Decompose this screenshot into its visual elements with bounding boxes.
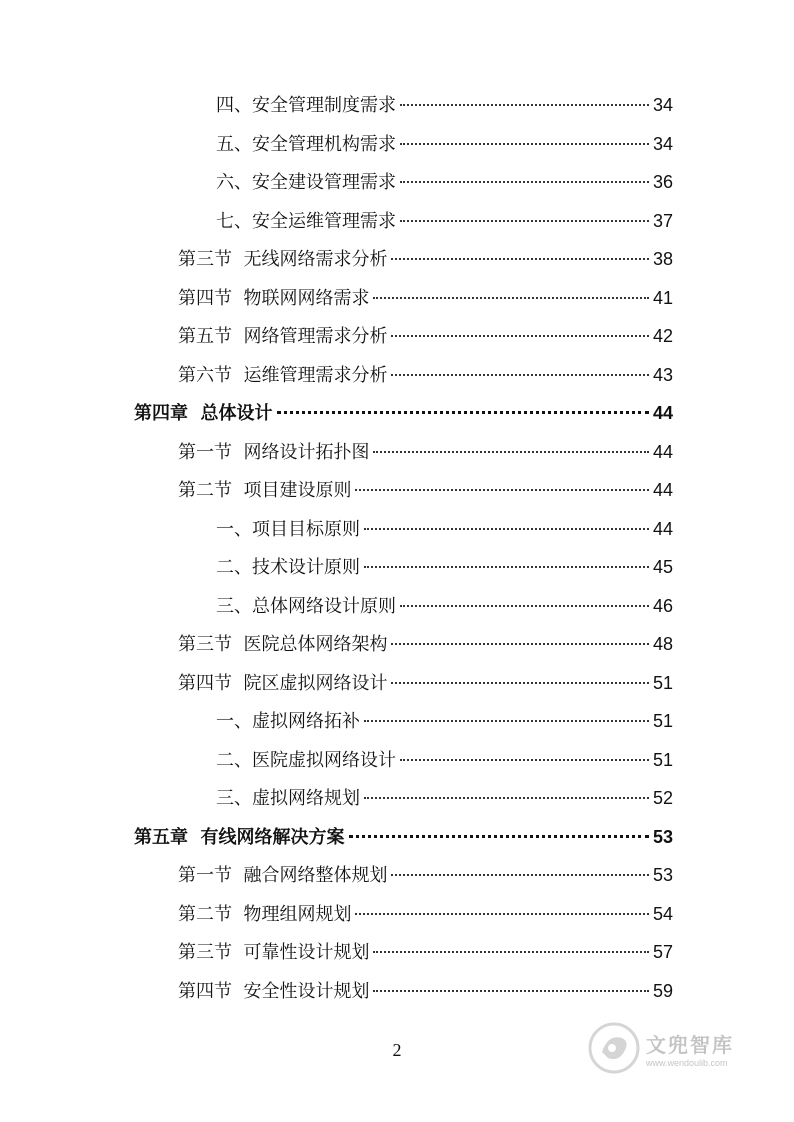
toc-subsection-entry[interactable]: [216, 90, 673, 120]
toc-section-entry[interactable]: [178, 860, 673, 890]
toc-entry-label: 一、项目目标原则: [216, 518, 360, 540]
watermark: [588, 1022, 734, 1074]
toc-entry-page: 37: [652, 210, 673, 231]
toc-entry-label: 第四节 安全性设计规划: [178, 980, 370, 1002]
toc-entry-page: 48: [652, 634, 673, 654]
toc-leader-dots: [373, 990, 649, 992]
toc-entry-label: 五、安全管理机构需求: [216, 133, 396, 155]
toc-entry-label: 第四章 总体设计: [134, 403, 273, 424]
watermark-logo-icon: [588, 1022, 640, 1074]
toc-section-entry[interactable]: [178, 899, 673, 929]
toc-entry-page: 42: [652, 326, 673, 346]
toc-leader-dots: [364, 797, 649, 799]
toc-leader-dots: [364, 566, 649, 568]
toc-entry-label: 第五节 网络管理需求分析: [178, 326, 388, 347]
toc-entry-label: 第四节 物联网网络需求: [178, 287, 370, 309]
toc-leader-dots: [391, 258, 649, 260]
toc-leader-dots: [373, 951, 649, 953]
toc-entry-page: 38: [652, 249, 673, 269]
toc-leader-dots: [373, 451, 649, 453]
toc-leader-dots: [391, 335, 649, 337]
toc-entry-label: 二、技术设计原则: [216, 557, 360, 578]
toc-entry-page: 51: [652, 672, 673, 693]
toc-entry-label: 二、医院虚拟网络设计: [216, 749, 396, 771]
toc-leader-dots: [391, 643, 649, 645]
toc-leader-dots: [373, 297, 649, 299]
toc-section-entry[interactable]: [178, 937, 673, 967]
toc-entry-page: 54: [652, 903, 673, 924]
toc-leader-dots: [364, 720, 649, 722]
toc-entry-page: 57: [652, 942, 673, 962]
toc-leader-dots: [400, 181, 649, 183]
toc-entry-label: 一、虚拟网络拓补: [216, 711, 360, 732]
toc-entry-label: 七、安全运维管理需求: [216, 210, 396, 232]
toc-leader-dots: [391, 874, 649, 876]
toc-leader-dots: [364, 528, 649, 530]
toc-entry-label: 第三节 可靠性设计规划: [178, 942, 370, 963]
toc-chapter-entry[interactable]: [134, 822, 673, 852]
toc-entry-page: 41: [652, 287, 673, 308]
toc-entry-label: 第六节 运维管理需求分析: [178, 364, 388, 386]
toc-entry-label: 第二节 项目建设原则: [178, 480, 352, 501]
toc-leader-dots: [400, 220, 649, 222]
toc-leader-dots: [400, 759, 649, 761]
toc-entry-label: 第一节 融合网络整体规划: [178, 865, 388, 886]
toc-section-entry[interactable]: [178, 244, 673, 274]
watermark-title: 文兜智库: [646, 1032, 734, 1057]
toc-subsection-entry[interactable]: [216, 206, 673, 236]
toc-entry-page: 59: [652, 980, 673, 1001]
toc-entry-label: 第四节 院区虚拟网络设计: [178, 672, 388, 694]
toc-entry-page: 43: [652, 364, 673, 385]
toc-subsection-entry[interactable]: [216, 706, 673, 736]
toc-entry-page: 36: [652, 172, 673, 192]
toc-entry-page: 45: [652, 557, 673, 577]
toc-section-entry[interactable]: [178, 668, 673, 698]
toc-entry-page: 46: [652, 595, 673, 616]
toc-leader-dots: [349, 835, 649, 838]
toc-leader-dots: [277, 411, 649, 414]
watermark-url: www.wendoulib.com: [646, 1057, 728, 1068]
toc-section-entry[interactable]: [178, 976, 673, 1006]
toc-leader-dots: [400, 605, 649, 607]
toc-entry-page: 34: [652, 133, 673, 154]
toc-leader-dots: [391, 374, 649, 376]
toc-section-entry[interactable]: [178, 629, 673, 659]
toc-entry-page: 51: [652, 749, 673, 770]
toc-subsection-entry[interactable]: [216, 129, 673, 159]
toc-entry-page: 44: [652, 403, 673, 423]
toc-subsection-entry[interactable]: [216, 514, 673, 544]
toc-subsection-entry[interactable]: [216, 783, 673, 813]
toc-subsection-entry[interactable]: [216, 745, 673, 775]
toc-entry-page: 34: [652, 95, 673, 115]
toc-entry-page: 53: [652, 826, 673, 847]
toc-leader-dots: [391, 682, 649, 684]
toc-entry-label: 三、总体网络设计原则: [216, 595, 396, 617]
toc-entry-page: 44: [652, 480, 673, 500]
toc-leader-dots: [400, 104, 649, 106]
toc-entry-label: 三、虚拟网络规划: [216, 788, 360, 809]
toc-section-entry[interactable]: [178, 475, 673, 505]
toc-entry-label: 第二节 物理组网规划: [178, 903, 352, 925]
toc-leader-dots: [355, 913, 649, 915]
page-number: 2: [392, 1040, 402, 1060]
toc-entry-page: 53: [652, 865, 673, 885]
toc-entry-page: 44: [652, 518, 673, 539]
toc-entry-label: 第三节 无线网络需求分析: [178, 249, 388, 270]
toc-entry-page: 52: [652, 788, 673, 808]
toc-entry-label: 第五章 有线网络解决方案: [134, 826, 345, 848]
toc-entry-label: 四、安全管理制度需求: [216, 95, 396, 116]
toc-subsection-entry[interactable]: [216, 591, 673, 621]
toc-section-entry[interactable]: [178, 283, 673, 313]
toc-section-entry[interactable]: [178, 437, 673, 467]
toc-entry-label: 第三节 医院总体网络架构: [178, 634, 388, 655]
toc-entry-label: 第一节 网络设计拓扑图: [178, 441, 370, 463]
toc-entry-label: 六、安全建设管理需求: [216, 172, 396, 193]
toc-chapter-entry[interactable]: [134, 398, 673, 428]
toc-leader-dots: [355, 489, 649, 491]
toc-section-entry[interactable]: [178, 360, 673, 390]
toc-entry-page: 44: [652, 441, 673, 462]
toc-subsection-entry[interactable]: [216, 167, 673, 197]
toc-section-entry[interactable]: [178, 321, 673, 351]
toc-entry-page: 51: [652, 711, 673, 731]
toc-subsection-entry[interactable]: [216, 552, 673, 582]
toc-leader-dots: [400, 143, 649, 145]
